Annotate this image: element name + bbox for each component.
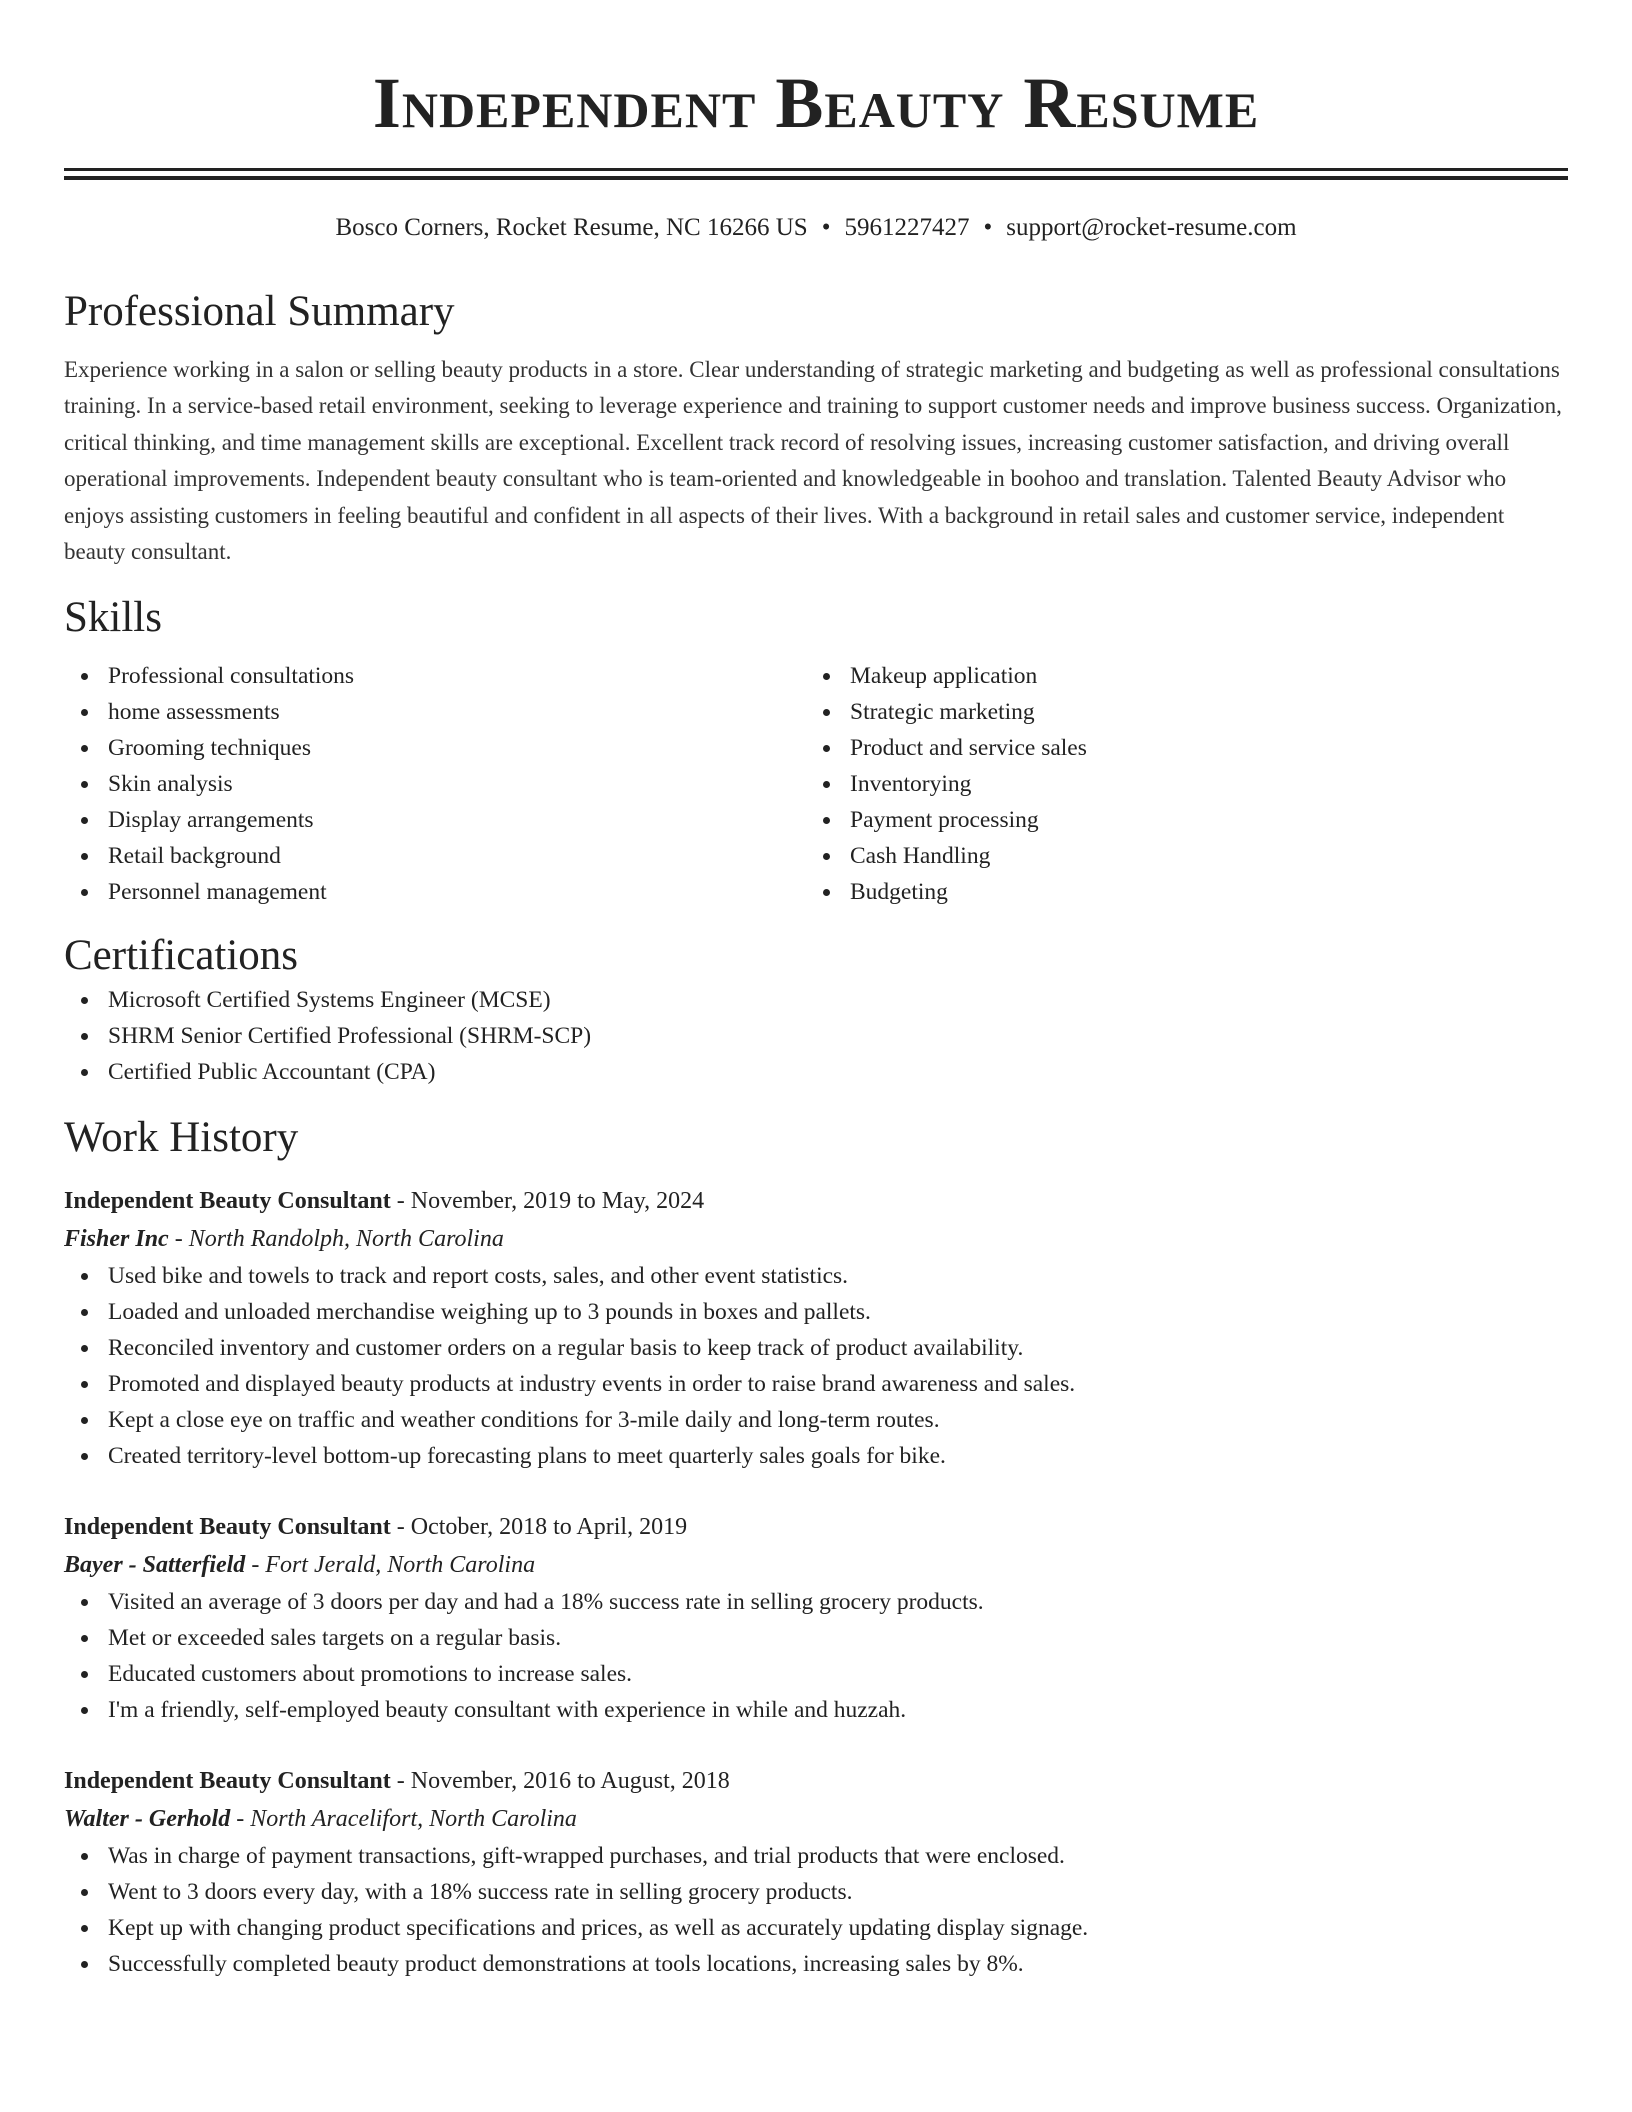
skills-list-right <box>806 658 1548 910</box>
bullet-icon <box>81 1453 88 1460</box>
duty-item: Educated customers about promotions to increase sales. <box>64 1656 1568 1692</box>
bullet-icon <box>81 817 88 824</box>
bullet-icon <box>81 781 88 788</box>
duty-item: Kept a close eye on traffic and weather conditions for 3-mile daily and long-term routes. <box>64 1402 1568 1438</box>
bullet-icon <box>81 1381 88 1388</box>
skill-item: Cash Handling <box>806 838 1548 874</box>
certification-item: Microsoft Certified Systems Engineer (MCSE) <box>64 982 1568 1018</box>
bullet-icon <box>81 1961 88 1968</box>
title-divider-bottom <box>64 176 1568 180</box>
duty-item: Was in charge of payment transactions, gift-wrapped purchases, and trial products that were enclosed. <box>64 1838 1568 1874</box>
resume-page <box>64 0 1568 1982</box>
certifications-heading: Certifications <box>64 932 299 980</box>
skill-item: Inventorying <box>806 766 1548 802</box>
duty-item: Met or exceeded sales targets on a regular basis. <box>64 1620 1568 1656</box>
skill-item: Personnel management <box>64 874 806 910</box>
bullet-icon <box>81 1671 88 1678</box>
summary-heading: Professional Summary <box>64 288 455 335</box>
bullet-icon <box>81 1889 88 1896</box>
bullet-icon <box>823 745 830 752</box>
bullet-icon <box>81 673 88 680</box>
skills-column-right <box>806 658 1548 910</box>
skills-list-left <box>64 658 806 910</box>
job-title: Independent Beauty Consultant <box>64 1514 391 1541</box>
contact-line <box>64 212 1568 244</box>
skills-heading: Skills <box>64 594 162 642</box>
duty-item: Reconciled inventory and customer orders on a regular basis to keep track of product availability. <box>64 1330 1568 1366</box>
contact-phone: 5961227427 <box>844 214 970 241</box>
work-history-heading: Work History <box>64 1114 299 1162</box>
job-company-line <box>64 1546 1568 1584</box>
job-location: - North Randolph, North Carolina <box>168 1226 504 1253</box>
job-entry <box>64 1508 1568 1728</box>
bullet-icon <box>81 889 88 896</box>
duty-item: Created territory-level bottom-up forecasting plans to meet quarterly sales goals for bike. <box>64 1438 1568 1474</box>
bullet-icon <box>81 709 88 716</box>
skill-item: Payment processing <box>806 802 1548 838</box>
duty-item: Promoted and displayed beauty products at industry events in order to raise brand awareness and sales. <box>64 1366 1568 1402</box>
skill-item: Grooming techniques <box>64 730 806 766</box>
contact-separator: • <box>821 214 831 241</box>
skill-item: Professional consultations <box>64 658 806 694</box>
job-company: Fisher Inc <box>64 1226 169 1253</box>
job-title-line <box>64 1508 1568 1546</box>
duty-item: Used bike and towels to track and report costs, sales, and other event statistics. <box>64 1258 1568 1294</box>
bullet-icon <box>81 1273 88 1280</box>
job-dates: - November, 2019 to May, 2024 <box>390 1188 705 1215</box>
bullet-icon <box>81 1925 88 1932</box>
bullet-icon <box>81 853 88 860</box>
resume-title: Independent Beauty Resume <box>372 63 1260 143</box>
duty-item: Kept up with changing product specifications and prices, as well as accurately updating display signage. <box>64 1910 1568 1946</box>
job-company-line <box>64 1220 1568 1258</box>
job-company: Walter - Gerhold <box>64 1806 231 1833</box>
skill-item: Makeup application <box>806 658 1548 694</box>
contact-separator: • <box>983 214 993 241</box>
bullet-icon <box>823 709 830 716</box>
bullet-icon <box>81 1635 88 1642</box>
bullet-icon <box>81 745 88 752</box>
job-entry <box>64 1762 1568 1982</box>
bullet-icon <box>81 1309 88 1316</box>
contact-address: Bosco Corners, Rocket Resume, NC 16266 US <box>335 214 808 241</box>
job-duties-list <box>64 1258 1568 1474</box>
bullet-icon <box>81 1853 88 1860</box>
duty-item: Loaded and unloaded merchandise weighing up to 3 pounds in boxes and pallets. <box>64 1294 1568 1330</box>
bullet-icon <box>81 1033 88 1040</box>
skill-item: Retail background <box>64 838 806 874</box>
skill-item: Budgeting <box>806 874 1548 910</box>
skill-item: Skin analysis <box>64 766 806 802</box>
job-location: - North Aracelifort, North Carolina <box>230 1806 577 1833</box>
bullet-icon <box>823 673 830 680</box>
bullet-icon <box>81 1599 88 1606</box>
bullet-icon <box>823 889 830 896</box>
job-duties-list <box>64 1838 1568 1982</box>
job-title-line <box>64 1182 1568 1220</box>
contact-email: support@rocket-resume.com <box>1006 214 1297 241</box>
certifications-list <box>64 982 1568 1090</box>
job-title: Independent Beauty Consultant <box>64 1188 391 1215</box>
skills-grid <box>64 658 1568 910</box>
job-dates: - October, 2018 to April, 2019 <box>390 1514 688 1541</box>
certification-item: Certified Public Accountant (CPA) <box>64 1054 1568 1090</box>
bullet-icon <box>823 853 830 860</box>
duty-item: Successfully completed beauty product demonstrations at tools locations, increasing sales by 8%. <box>64 1946 1568 1982</box>
title-divider-top <box>64 168 1568 171</box>
duty-item: Went to 3 doors every day, with a 18% success rate in selling grocery products. <box>64 1874 1568 1910</box>
bullet-icon <box>81 1069 88 1076</box>
job-dates: - November, 2016 to August, 2018 <box>390 1768 730 1795</box>
bullet-icon <box>823 781 830 788</box>
job-location: - Fort Jerald, North Carolina <box>245 1552 536 1579</box>
duty-item: I'm a friendly, self-employed beauty consultant with experience in while and huzzah. <box>64 1692 1568 1728</box>
job-company: Bayer - Satterfield <box>64 1552 246 1579</box>
skill-item: Display arrangements <box>64 802 806 838</box>
skill-item: Product and service sales <box>806 730 1548 766</box>
bullet-icon <box>81 997 88 1004</box>
summary-text: Experience working in a salon or selling beauty products in a store. Clear understanding of strategic marketing and budgeting as well as professional consultations training. In a service-based retail environment, seeking to leverage experience and training to support customer needs and improve business success. Organization, critical thinking, and time management skills are exceptional. Excellent track record of resolving issues, increasing customer satisfaction, and driving overall operational improvements. Independent beauty consultant who is team-oriented and knowledgeable in boohoo and translation. Talented Beauty Advisor who enjoys assisting customers in feeling beautiful and confident in all aspects of their lives. With a background in retail sales and customer service, independent beauty consultant. <box>64 357 1562 565</box>
job-company-line <box>64 1800 1568 1838</box>
job-entry <box>64 1182 1568 1474</box>
skills-column-left <box>64 658 806 910</box>
job-title: Independent Beauty Consultant <box>64 1768 391 1795</box>
bullet-icon <box>81 1417 88 1424</box>
bullet-icon <box>81 1345 88 1352</box>
skill-item: Strategic marketing <box>806 694 1548 730</box>
bullet-icon <box>823 817 830 824</box>
certification-item: SHRM Senior Certified Professional (SHRM-SCP) <box>64 1018 1568 1054</box>
skill-item: home assessments <box>64 694 806 730</box>
job-title-line <box>64 1762 1568 1800</box>
bullet-icon <box>81 1707 88 1714</box>
duty-item: Visited an average of 3 doors per day and had a 18% success rate in selling grocery products. <box>64 1584 1568 1620</box>
job-duties-list <box>64 1584 1568 1728</box>
